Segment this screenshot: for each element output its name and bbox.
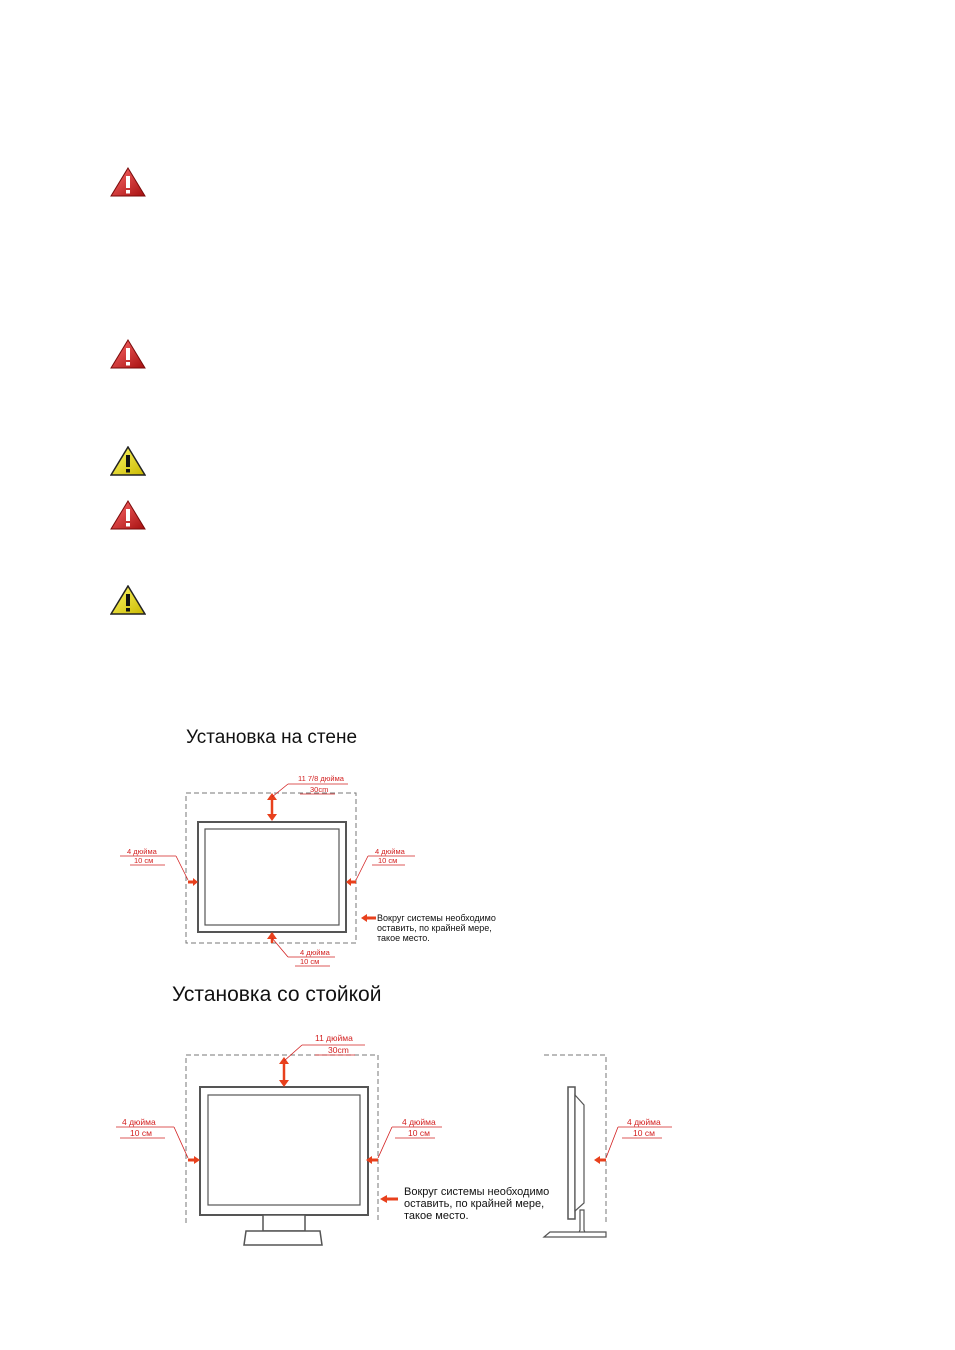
stand-note-line: оставить, по крайней мере, [404, 1198, 545, 1210]
wall-mount-diagram [110, 755, 530, 980]
stand-right-inches: 4 дюйма [402, 1117, 436, 1127]
wall-note-line: Вокруг системы необходимо [377, 913, 496, 923]
wall-note-line: такое место. [377, 933, 430, 943]
monitor-screen [205, 829, 339, 925]
wall-bottom-inches: 4 дюйма [300, 948, 330, 957]
stand-base [244, 1231, 322, 1245]
wall-mount-title: Установка на стене [186, 727, 358, 748]
monitor-front-screen [208, 1095, 360, 1205]
monitor-side-panel [568, 1087, 575, 1219]
danger-triangle-icon [110, 339, 146, 371]
stand-left-cm: 10 см [130, 1128, 152, 1138]
wall-top-inches: 11 7/8 дюйма [298, 774, 344, 783]
stand-mount-diagram [110, 1025, 690, 1255]
stand-neck [263, 1215, 305, 1231]
stand-side-inches: 4 дюйма [627, 1117, 661, 1127]
danger-triangle-icon [110, 167, 146, 199]
stand-side-cm: 10 см [633, 1128, 655, 1138]
wall-right-cm: 10 см [378, 856, 398, 865]
stand-note-line: такое место. [404, 1210, 469, 1222]
danger-triangle-icon [110, 500, 146, 532]
stand-left-inches: 4 дюйма [122, 1117, 156, 1127]
stand-top-inches: 11 дюйма [315, 1033, 353, 1043]
side-stand-base [544, 1232, 606, 1237]
stand-note-line: Вокруг системы необходимо [404, 1186, 550, 1198]
wall-left-cm: 10 см [134, 856, 154, 865]
wall-note-line: оставить, по крайней мере, [377, 923, 492, 933]
stand-right-cm: 10 см [408, 1128, 430, 1138]
caution-triangle-icon [110, 446, 146, 478]
wall-left-inches: 4 дюйма [127, 847, 157, 856]
stand-top-cm: 30cm [328, 1045, 349, 1055]
wall-right-inches: 4 дюйма [375, 847, 405, 856]
wall-top-cm: 30cm [310, 785, 329, 794]
wall-bottom-cm: 10 см [300, 957, 320, 966]
stand-mount-title: Установка со стойкой [172, 983, 382, 1006]
caution-triangle-icon [110, 585, 146, 617]
